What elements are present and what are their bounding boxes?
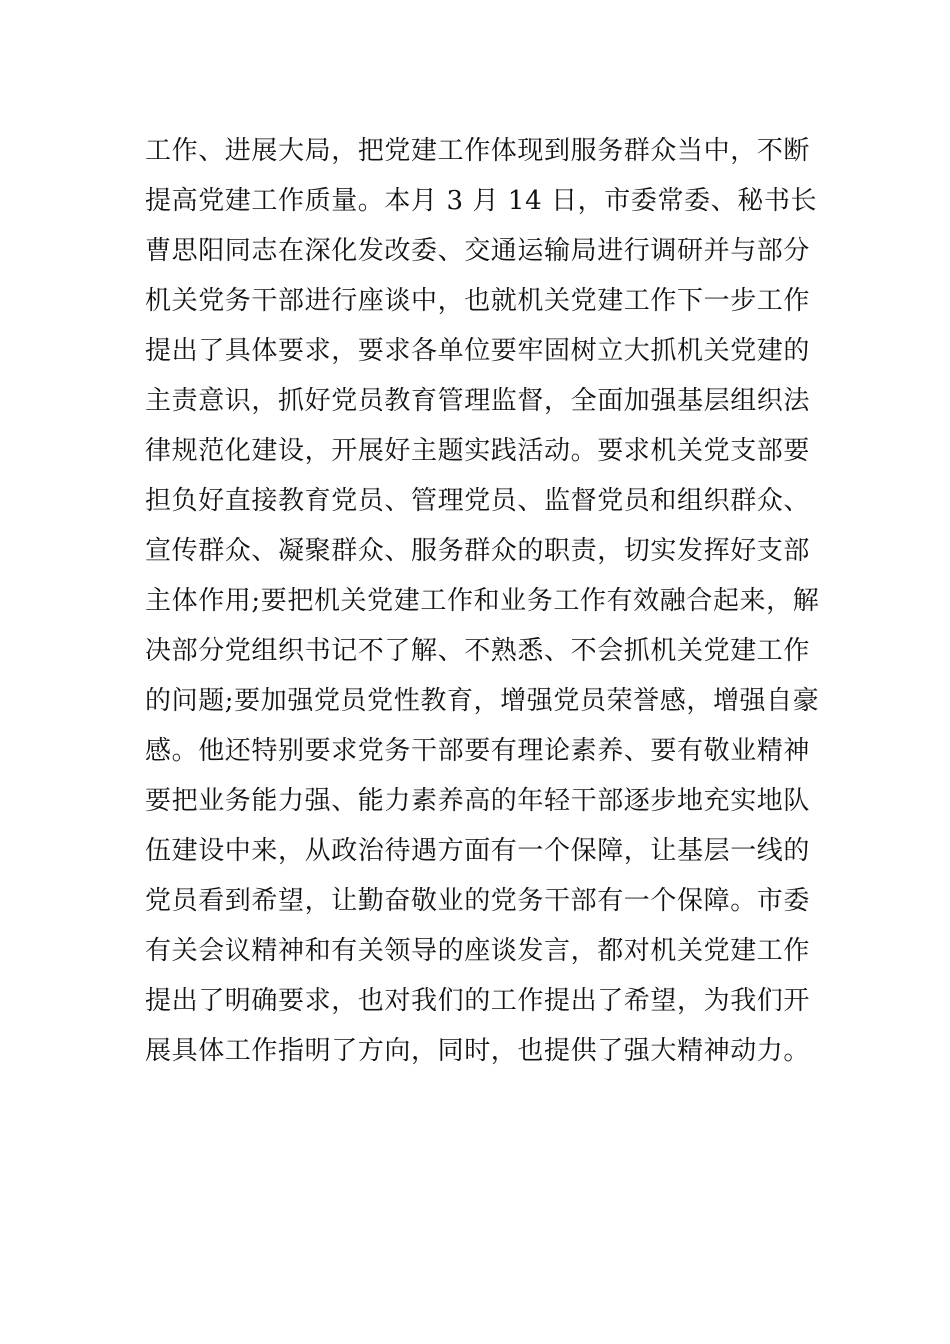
text-line: 工作、进展大局，把党建工作体现到服务群众当中，不断 xyxy=(145,136,811,166)
text-line: 曹思阳同志在深化发改委、交通运输局进行调研并与部分 xyxy=(145,236,811,266)
text-line: 担负好直接教育党员、管理党员、监督党员和组织群众、 xyxy=(145,486,811,516)
text-line: 宣传群众、凝聚群众、服务群众的职责，切实发挥好支部 xyxy=(145,536,811,566)
text-line: 提出了具体要求，要求各单位要牢固树立大抓机关党建的 xyxy=(145,336,811,366)
text-line: 提高党建工作质量。本月 3 月 14 日，市委常委、秘书长 xyxy=(145,186,818,216)
text-line: 律规范化建设，开展好主题实践活动。要求机关党支部要 xyxy=(145,436,811,466)
text-line: 党员看到希望，让勤奋敬业的党务干部有一个保障。市委 xyxy=(145,886,811,916)
text-line: 主体作用;要把机关党建工作和业务工作有效融合起来，解 xyxy=(145,586,820,616)
text-line: 决部分党组织书记不了解、不熟悉、不会抓机关党建工作 xyxy=(145,636,811,666)
text-line: 有关会议精神和有关领导的座谈发言，都对机关党建工作 xyxy=(145,936,811,966)
text-line: 的问题;要加强党员党性教育，增强党员荣誉感，增强自豪 xyxy=(145,686,820,716)
text-line: 展具体工作指明了方向，同时，也提供了强大精神动力。 xyxy=(145,1036,811,1066)
body-paragraph xyxy=(145,126,820,1076)
text-line: 机关党务干部进行座谈中，也就机关党建工作下一步工作 xyxy=(145,286,811,316)
text-line: 感。他还特别要求党务干部要有理论素养、要有敬业精神 xyxy=(145,736,811,766)
text-line: 主责意识，抓好党员教育管理监督，全面加强基层组织法 xyxy=(145,386,811,416)
text-line: 要把业务能力强、能力素养高的年轻干部逐步地充实地队 xyxy=(145,786,811,816)
text-line: 伍建设中来，从政治待遇方面有一个保障，让基层一线的 xyxy=(145,836,811,866)
text-line: 提出了明确要求，也对我们的工作提出了希望，为我们开 xyxy=(145,986,811,1016)
